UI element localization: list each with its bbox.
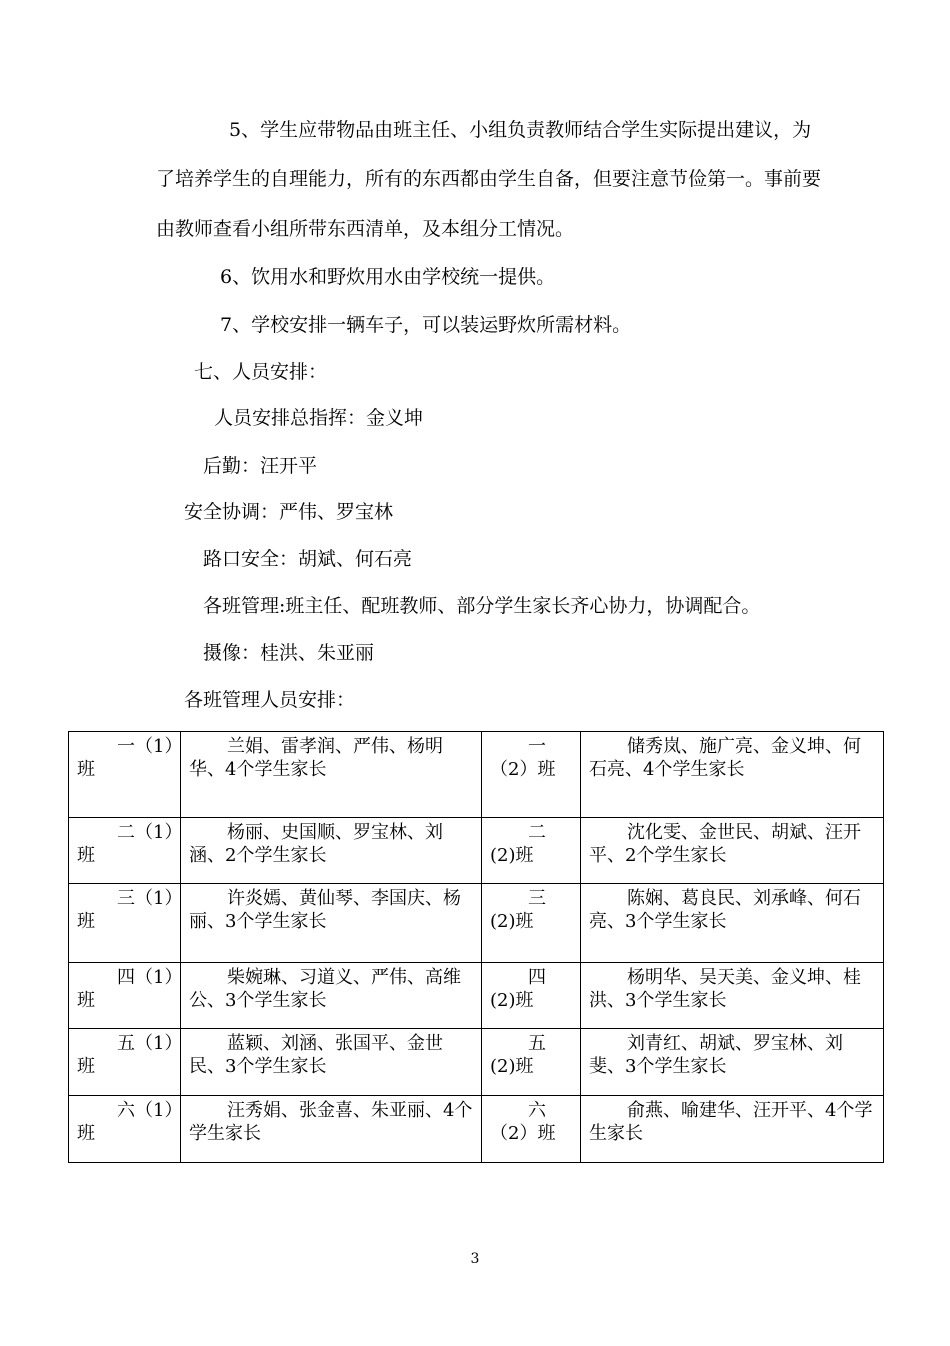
class-label-suffix: (2)班 xyxy=(490,911,534,932)
class-cell xyxy=(482,818,581,884)
camera-line: 摄像：桂洪、朱亚丽 xyxy=(203,642,375,664)
members-cell: 柴婉琳、习道义、严伟、高维公、3个学生家长 xyxy=(181,963,482,1029)
class-cell xyxy=(482,1029,581,1096)
class-cell xyxy=(69,963,181,1029)
table-caption: 各班管理人员安排： xyxy=(184,689,356,711)
class-label: 六 xyxy=(528,1100,546,1121)
commander-line: 人员安排总指挥：金义坤 xyxy=(214,407,424,429)
class-cell xyxy=(482,1096,581,1163)
page-number: 3 xyxy=(470,1251,480,1267)
class-mgmt-line: 各班管理:班主任、配班教师、部分学生家长齐心协力，协调配合。 xyxy=(203,595,761,617)
class-staff-table xyxy=(68,731,884,1163)
table-row xyxy=(69,818,884,884)
para-7: 7、学校安排一辆车子，可以装运野炊所需材料。 xyxy=(220,314,632,336)
class-cell xyxy=(69,1029,181,1096)
table-row xyxy=(69,1096,884,1163)
class-label-suffix: (2)班 xyxy=(490,990,534,1011)
members-cell: 兰娟、雷孝润、严伟、杨明华、4个学生家长 xyxy=(181,732,482,818)
members-cell: 沈化雯、金世民、胡斌、汪开平、2个学生家长 xyxy=(581,818,884,884)
class-label: 一 xyxy=(528,736,546,757)
para-5-line-1: 5、学生应带物品由班主任、小组负责教师结合学生实际提出建议，为 xyxy=(229,119,812,141)
class-cell xyxy=(482,884,581,963)
class-label: 三 xyxy=(528,888,546,909)
class-cell xyxy=(69,732,181,818)
para-5-line-2: 了培养学生的自理能力，所有的东西都由学生自备，但要注意节俭第一。事前要 xyxy=(156,168,822,190)
members-cell: 刘青红、胡斌、罗宝林、刘斐、3个学生家长 xyxy=(581,1029,884,1096)
class-label: 四（1） xyxy=(117,967,183,988)
class-label: 二 xyxy=(528,822,546,843)
class-label-suffix: （2）班 xyxy=(490,1123,556,1144)
members-cell: 杨明华、吴天美、金义坤、桂洪、3个学生家长 xyxy=(581,963,884,1029)
members-cell: 俞燕、喻建华、汪开平、4个学生家长 xyxy=(581,1096,884,1163)
class-label-suffix: 班 xyxy=(77,990,95,1011)
class-label-suffix: (2)班 xyxy=(490,1056,534,1077)
members-cell: 许炎嫣、黄仙琴、李国庆、杨丽、3个学生家长 xyxy=(181,884,482,963)
class-label-suffix: （2）班 xyxy=(490,759,556,780)
members-cell: 陈娴、葛良民、刘承峰、何石亮、3个学生家长 xyxy=(581,884,884,963)
class-label: 五（1） xyxy=(117,1033,183,1054)
table-row xyxy=(69,1029,884,1096)
members-cell: 汪秀娟、张金喜、朱亚丽、4个学生家长 xyxy=(181,1096,482,1163)
class-label-suffix: 班 xyxy=(77,1123,95,1144)
class-cell xyxy=(482,963,581,1029)
class-label-suffix: 班 xyxy=(77,845,95,866)
class-cell xyxy=(69,818,181,884)
class-label-suffix: (2)班 xyxy=(490,845,534,866)
class-label-suffix: 班 xyxy=(77,1056,95,1077)
class-cell xyxy=(69,1096,181,1163)
class-label-suffix: 班 xyxy=(77,911,95,932)
class-label-suffix: 班 xyxy=(77,759,95,780)
members-cell: 蓝颖、刘涵、张国平、金世民、3个学生家长 xyxy=(181,1029,482,1096)
class-label: 二（1） xyxy=(117,822,183,843)
class-cell xyxy=(69,884,181,963)
members-cell: 杨丽、史国顺、罗宝林、刘涵、2个学生家长 xyxy=(181,818,482,884)
para-5-line-3: 由教师查看小组所带东西清单，及本组分工情况。 xyxy=(156,218,575,240)
crossing-safety-line: 路口安全：胡斌、何石亮 xyxy=(203,548,413,570)
section-heading: 七、人员安排： xyxy=(194,361,328,383)
class-label: 六（1） xyxy=(117,1100,183,1121)
class-label: 一（1） xyxy=(117,736,183,757)
logistics-line: 后勤：汪开平 xyxy=(203,455,318,477)
table-row xyxy=(69,884,884,963)
class-cell xyxy=(482,732,581,818)
class-label: 三（1） xyxy=(117,888,183,909)
class-label: 四 xyxy=(528,967,546,988)
table-row xyxy=(69,732,884,818)
safety-coord-line: 安全协调：严伟、罗宝林 xyxy=(184,501,394,523)
para-6: 6、饮用水和野炊用水由学校统一提供。 xyxy=(220,266,556,288)
class-label: 五 xyxy=(528,1033,546,1054)
members-cell: 储秀岚、施广亮、金义坤、何石亮、4个学生家长 xyxy=(581,732,884,818)
table-row xyxy=(69,963,884,1029)
